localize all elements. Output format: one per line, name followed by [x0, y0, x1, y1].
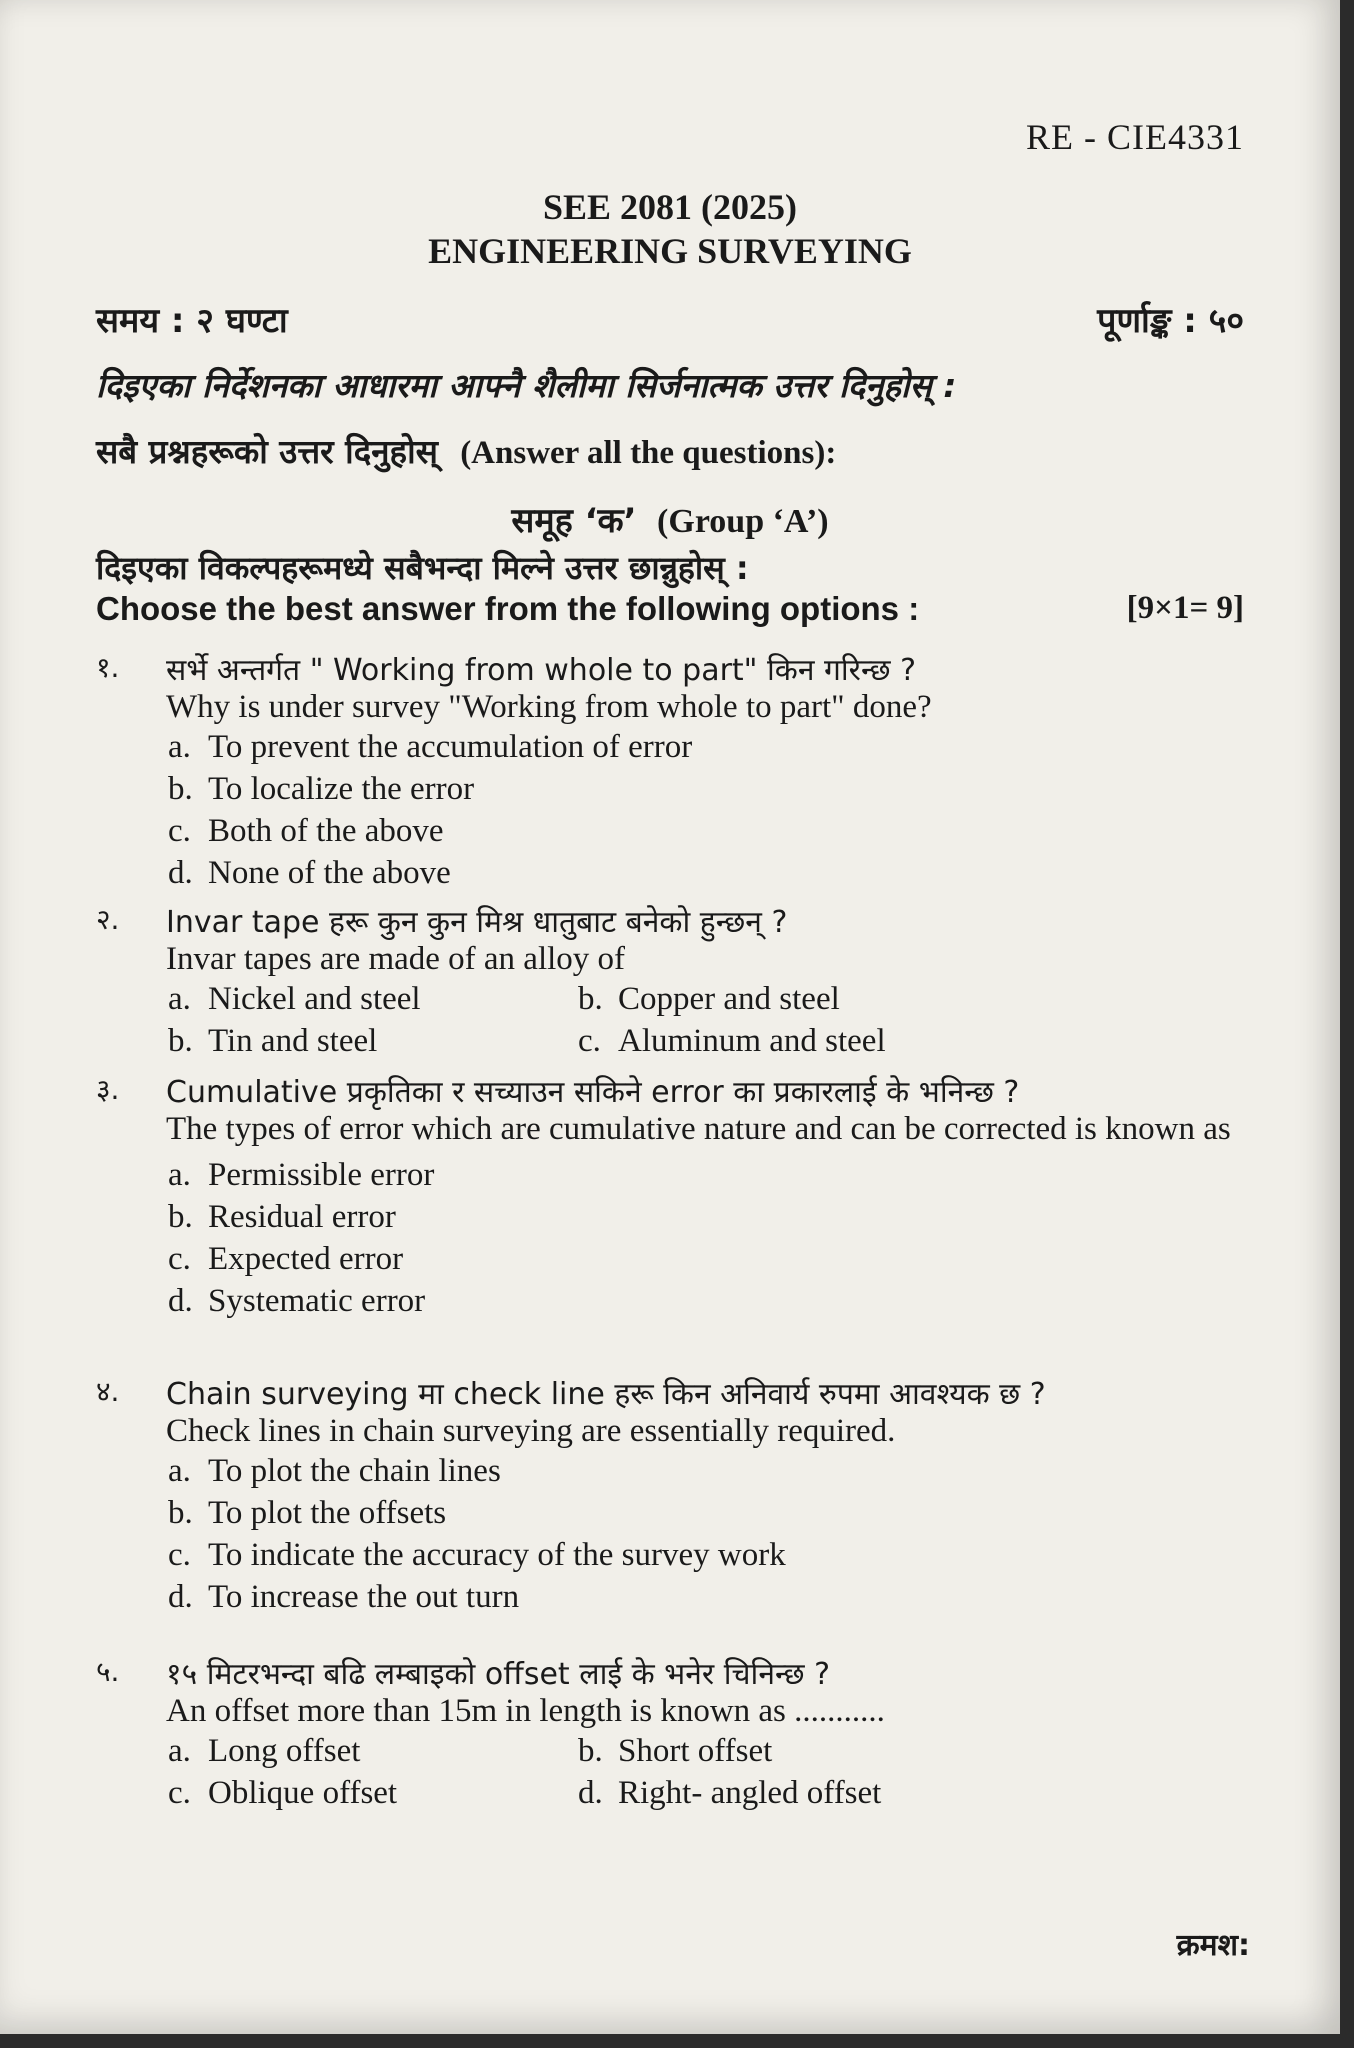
- option: a. To plot the chain lines: [168, 1453, 501, 1489]
- option: c. Aluminum and steel: [578, 1023, 886, 1059]
- question-2: [96, 900, 1260, 1062]
- question-text-en: The types of error which are cumulative nature and can be corrected is known as: [166, 1111, 1231, 1147]
- question-number: ३.: [96, 1073, 120, 1106]
- question-number: २.: [96, 903, 120, 936]
- answer-all-np: सबै प्रश्नहरूको उत्तर दिनुहोस्: [96, 432, 438, 471]
- instruction-np: दिइएका निर्देशनका आधारमा आफ्नै शैलीमा सिर्जनात्मक उत्तर दिनुहोस् :: [96, 366, 957, 405]
- option: c. Expected error: [168, 1241, 404, 1277]
- question-4: [96, 1372, 1260, 1618]
- full-marks-label: पूर्णाङ्क : ५०: [1097, 301, 1244, 341]
- option: c. Both of the above: [168, 813, 444, 849]
- group-instruction-en: Choose the best answer from the following options :: [96, 590, 920, 627]
- paper-code: RE - CIE4331: [1026, 117, 1244, 157]
- group-title-np: समूह ‘क’: [511, 501, 637, 541]
- question-text-np: Cumulative प्रकृतिका र सच्याउन सकिने error का प्रकारलाई के भनिन्छ ?: [166, 1075, 1020, 1110]
- option: d. Right- angled offset: [578, 1775, 882, 1811]
- option: a. Long offset: [168, 1733, 361, 1769]
- question-number: १.: [96, 651, 120, 684]
- time-label: समय : २ घण्टा: [96, 301, 288, 341]
- question-number: ४.: [96, 1375, 120, 1408]
- question-text-np: १५ मिटरभन्दा बढि लम्बाइको offset लाई के भनेर चिनिन्छ ?: [166, 1657, 831, 1692]
- group-instruction-row: [96, 590, 1244, 628]
- question-text-np: सर्भे अन्तर्गत " Working from whole to part" किन गरिन्छ ?: [166, 653, 917, 688]
- option: a. Nickel and steel: [168, 981, 421, 1017]
- option: d. None of the above: [168, 855, 451, 891]
- answer-all-line: [96, 428, 836, 473]
- option: a. Permissible error: [168, 1157, 435, 1193]
- question-text-np: Invar tape हरू कुन कुन मिश्र धातुबाट बनेको हुन्छन् ?: [166, 905, 788, 940]
- question-text-en: Check lines in chain surveying are essentially required.: [166, 1413, 896, 1449]
- option: d. Systematic error: [168, 1283, 426, 1319]
- option: b. Tin and steel: [168, 1023, 378, 1059]
- option: b. To plot the offsets: [168, 1495, 447, 1531]
- option: b. Copper and steel: [578, 981, 840, 1017]
- option: b. Short offset: [578, 1733, 773, 1769]
- option: c. To indicate the accuracy of the survey work: [168, 1537, 786, 1573]
- option: c. Oblique offset: [168, 1775, 398, 1811]
- question-number: ५.: [96, 1655, 120, 1688]
- time-marks-row: [96, 296, 1244, 342]
- group-title: [0, 496, 1340, 542]
- option: a. To prevent the accumulation of error: [168, 729, 693, 765]
- group-instruction-np: दिइएका विकल्पहरूमध्ये सबैभन्दा मिल्ने उत्तर छान्नुहोस् :: [96, 549, 749, 587]
- question-1: [96, 648, 1260, 894]
- option: b. Residual error: [168, 1199, 396, 1235]
- exam-title: SEE 2081 (2025): [542, 187, 798, 227]
- question-3: [96, 1070, 1260, 1322]
- answer-all-en: (Answer all the questions):: [460, 435, 837, 471]
- group-title-en: (Group ‘A’): [657, 503, 829, 540]
- question-text-en: Invar tapes are made of an alloy of: [166, 941, 626, 977]
- question-text-np: Chain surveying मा check line हरू किन अनिवार्य रुपमा आवश्यक छ ?: [166, 1377, 1046, 1412]
- option: b. To localize the error: [168, 771, 475, 807]
- continued-label: क्रमश:: [1176, 1928, 1250, 1963]
- option: d. To increase the out turn: [168, 1579, 520, 1615]
- question-text-en: An offset more than 15m in length is known as ...........: [166, 1693, 885, 1729]
- subject-title: ENGINEERING SURVEYING: [428, 231, 912, 271]
- question-5: [96, 1652, 1260, 1814]
- question-text-en: Why is under survey "Working from whole to part" done?: [166, 689, 932, 725]
- group-marks: [9×1= 9]: [1126, 590, 1244, 626]
